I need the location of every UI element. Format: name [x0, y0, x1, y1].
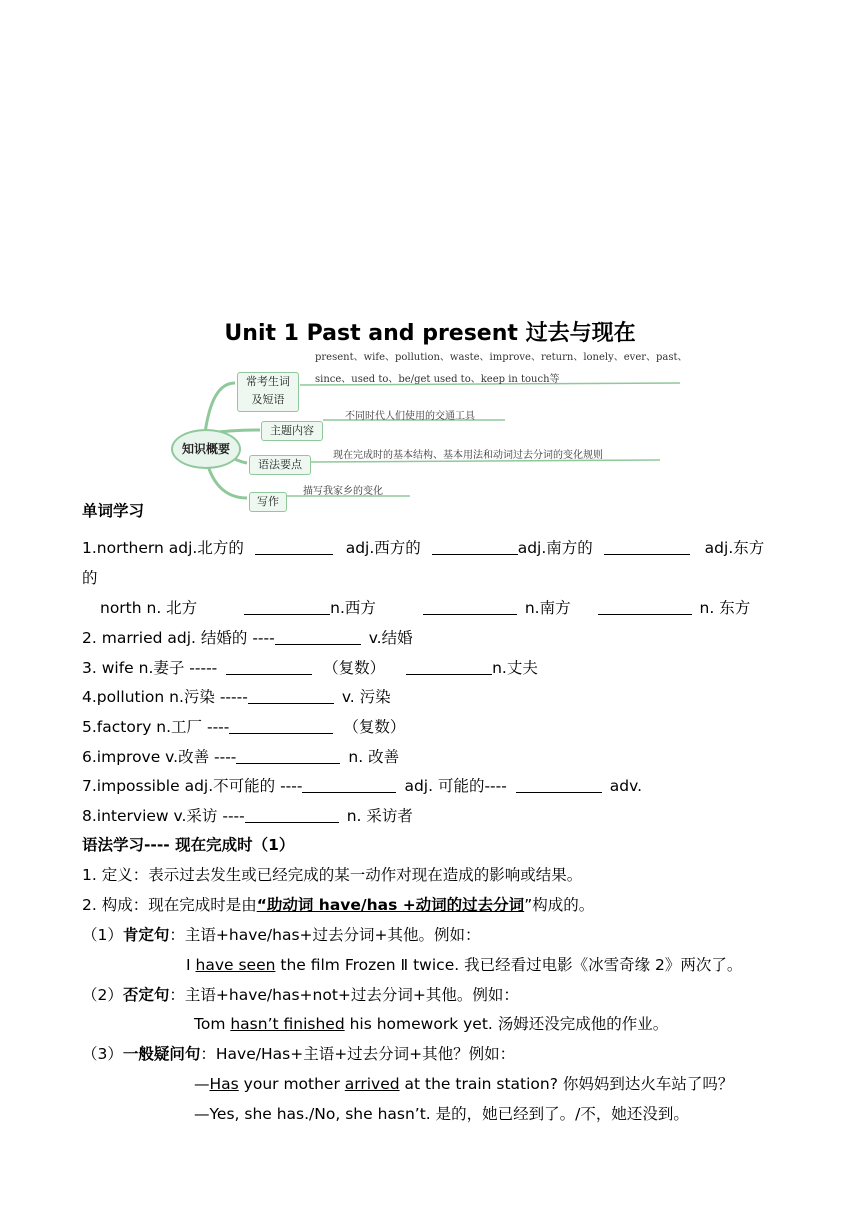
mind-map-node-grammar: 语法要点	[249, 455, 311, 475]
grammar-question-rule: ：Have/Has+主语+过去分词+其他？例如：	[200, 1045, 516, 1063]
grammar-question-label: 一般疑问句	[122, 1045, 201, 1063]
grammar-structure-a: 2. 构成：现在完成时是由	[82, 896, 257, 914]
blank[interactable]	[406, 658, 492, 675]
mind-map-node-writing: 写作	[249, 492, 287, 512]
grammar-structure	[82, 894, 594, 916]
grammar-question-example-2: —Yes, she has./No, she hasn’t. 是的，她已经到了。/不，她还没到。	[194, 1105, 689, 1123]
page-title: Unit 1 Past and present 过去与现在	[224, 321, 636, 346]
grammar-question-num: （3）	[82, 1045, 123, 1063]
grammar-negative-num: （2）	[82, 986, 123, 1004]
vocab-4-b: （复数）	[323, 659, 386, 677]
vocab-5-b: v. 污染	[341, 688, 391, 706]
grammar-heading: 语法学习---- 现在完成时（1）	[82, 836, 295, 854]
grammar-definition: 1. 定义：表示过去发生或已经完成的某一动作对现在造成的影响或结果。	[82, 866, 583, 884]
vocab-line-2	[100, 597, 750, 619]
vocab-2-d: n. 东方	[699, 599, 751, 617]
vocab-heading: 单词学习	[82, 502, 145, 520]
vocab-2-b: n.西方	[330, 599, 376, 617]
grammar-question-example-1	[194, 1073, 733, 1095]
grammar-positive-rule: ：主语+have/has+过去分词+其他。例如：	[169, 926, 481, 944]
ex-q-verb: arrived	[344, 1075, 400, 1093]
grammar-structure-c: ”构成的。	[524, 896, 595, 914]
mind-map-vocab-text-1: present、wife、pollution、waste、improve、return、lonely、ever、past、	[315, 352, 688, 363]
vocab-line-9	[82, 805, 413, 827]
blank[interactable]	[432, 538, 518, 555]
ex-neg-c: his homework yet. 汤姆还没完成他的作业。	[344, 1015, 669, 1033]
mind-map-vocab-text-2: since、used to、be/get used to、keep in touch等	[315, 374, 560, 385]
mind-map-node-vocab-line1: 常考生词	[246, 375, 290, 388]
grammar-positive	[82, 924, 481, 946]
mind-map-writing-text: 描写我家乡的变化	[303, 486, 383, 497]
vocab-7-b: n. 改善	[348, 748, 400, 766]
grammar-positive-label: 肯定句	[122, 926, 170, 944]
mind-map-topic-text: 不同时代人们使用的交通工具	[345, 411, 475, 422]
blank[interactable]	[229, 717, 333, 734]
vocab-line-1b: 的	[82, 569, 98, 587]
blank[interactable]	[423, 598, 517, 615]
vocab-1-a: 1.northern adj.北方的	[82, 539, 244, 557]
ex-neg-a: Tom	[194, 1015, 231, 1033]
vocab-line-1	[82, 537, 764, 559]
blank[interactable]	[248, 687, 334, 704]
blank[interactable]	[255, 538, 333, 555]
blank[interactable]	[598, 598, 692, 615]
vocab-8-b: adj. 可能的----	[404, 777, 507, 795]
mind-map-node-vocab-line2: 及短语	[251, 393, 285, 406]
mind-map-node-vocab	[237, 372, 299, 412]
vocab-8-c: adv.	[609, 777, 642, 795]
vocab-4-c: n.丈夫	[492, 659, 538, 677]
vocab-3-b: v.结婚	[368, 629, 413, 647]
mind-map-grammar-text: 现在完成时的基本结构、基本用法和动词过去分词的变化规则	[333, 450, 603, 461]
vocab-line-8	[82, 775, 642, 797]
blank[interactable]	[245, 806, 339, 823]
vocab-line-4	[82, 657, 538, 679]
ex-pos-c: the film Frozen Ⅱ twice. 我已经看过电影《冰雪奇缘 2》两次了。	[275, 956, 743, 974]
vocab-line-5	[82, 686, 391, 708]
mind-map-center: 知识概要	[171, 429, 241, 469]
ex-pos-a: I	[186, 956, 196, 974]
ex-q-aux: Has	[209, 1075, 239, 1093]
vocab-5-a: 4.pollution n.污染 -----	[82, 688, 248, 706]
ex-neg-verb: hasn’t finished	[230, 1015, 345, 1033]
grammar-negative	[82, 984, 519, 1006]
mind-map	[165, 343, 688, 519]
blank[interactable]	[226, 658, 312, 675]
vocab-1-d: adj.东方	[704, 539, 765, 557]
vocab-1-b: adj.西方的	[345, 539, 421, 557]
vocab-9-b: n. 采访者	[346, 807, 413, 825]
grammar-positive-num: （1）	[82, 926, 123, 944]
vocab-4-a: 3. wife n.妻子 -----	[82, 659, 218, 677]
ex-pos-verb: have seen	[195, 956, 276, 974]
vocab-2-c: n.南方	[524, 599, 571, 617]
vocab-line-7	[82, 746, 399, 768]
blank[interactable]	[236, 747, 340, 764]
vocab-6-a: 5.factory n.工厂 ----	[82, 718, 230, 736]
grammar-question	[82, 1043, 515, 1065]
vocab-7-a: 6.improve v.改善 ----	[82, 748, 237, 766]
grammar-structure-formula: “助动词 have/has +动词的过去分词	[256, 896, 525, 914]
blank[interactable]	[244, 598, 330, 615]
vocab-3-a: 2. married adj. 结婚的 ----	[82, 629, 275, 647]
vocab-line-6	[82, 716, 405, 738]
blank[interactable]	[516, 776, 602, 793]
vocab-2-a: north n. 北方	[100, 599, 198, 617]
vocab-6-b: （复数）	[343, 718, 406, 736]
vocab-8-a: 7.impossible adj.不可能的 ----	[82, 777, 303, 795]
mind-map-node-topic: 主题内容	[261, 421, 323, 441]
vocab-line-3	[82, 627, 413, 649]
grammar-negative-example	[194, 1013, 668, 1035]
vocab-1-c: adj.南方的	[517, 539, 593, 557]
grammar-negative-rule: ：主语+have/has+not+过去分词+其他。例如：	[169, 986, 519, 1004]
ex-q-c: your mother	[238, 1075, 345, 1093]
blank[interactable]	[604, 538, 690, 555]
grammar-positive-example	[186, 954, 742, 976]
ex-q-e: at the train station? 你妈妈到达火车站了吗？	[399, 1075, 734, 1093]
blank[interactable]	[275, 628, 361, 645]
ex-q-dash: —	[194, 1075, 210, 1093]
blank[interactable]	[302, 776, 396, 793]
vocab-9-a: 8.interview v.采访 ----	[82, 807, 245, 825]
grammar-negative-label: 否定句	[122, 986, 170, 1004]
